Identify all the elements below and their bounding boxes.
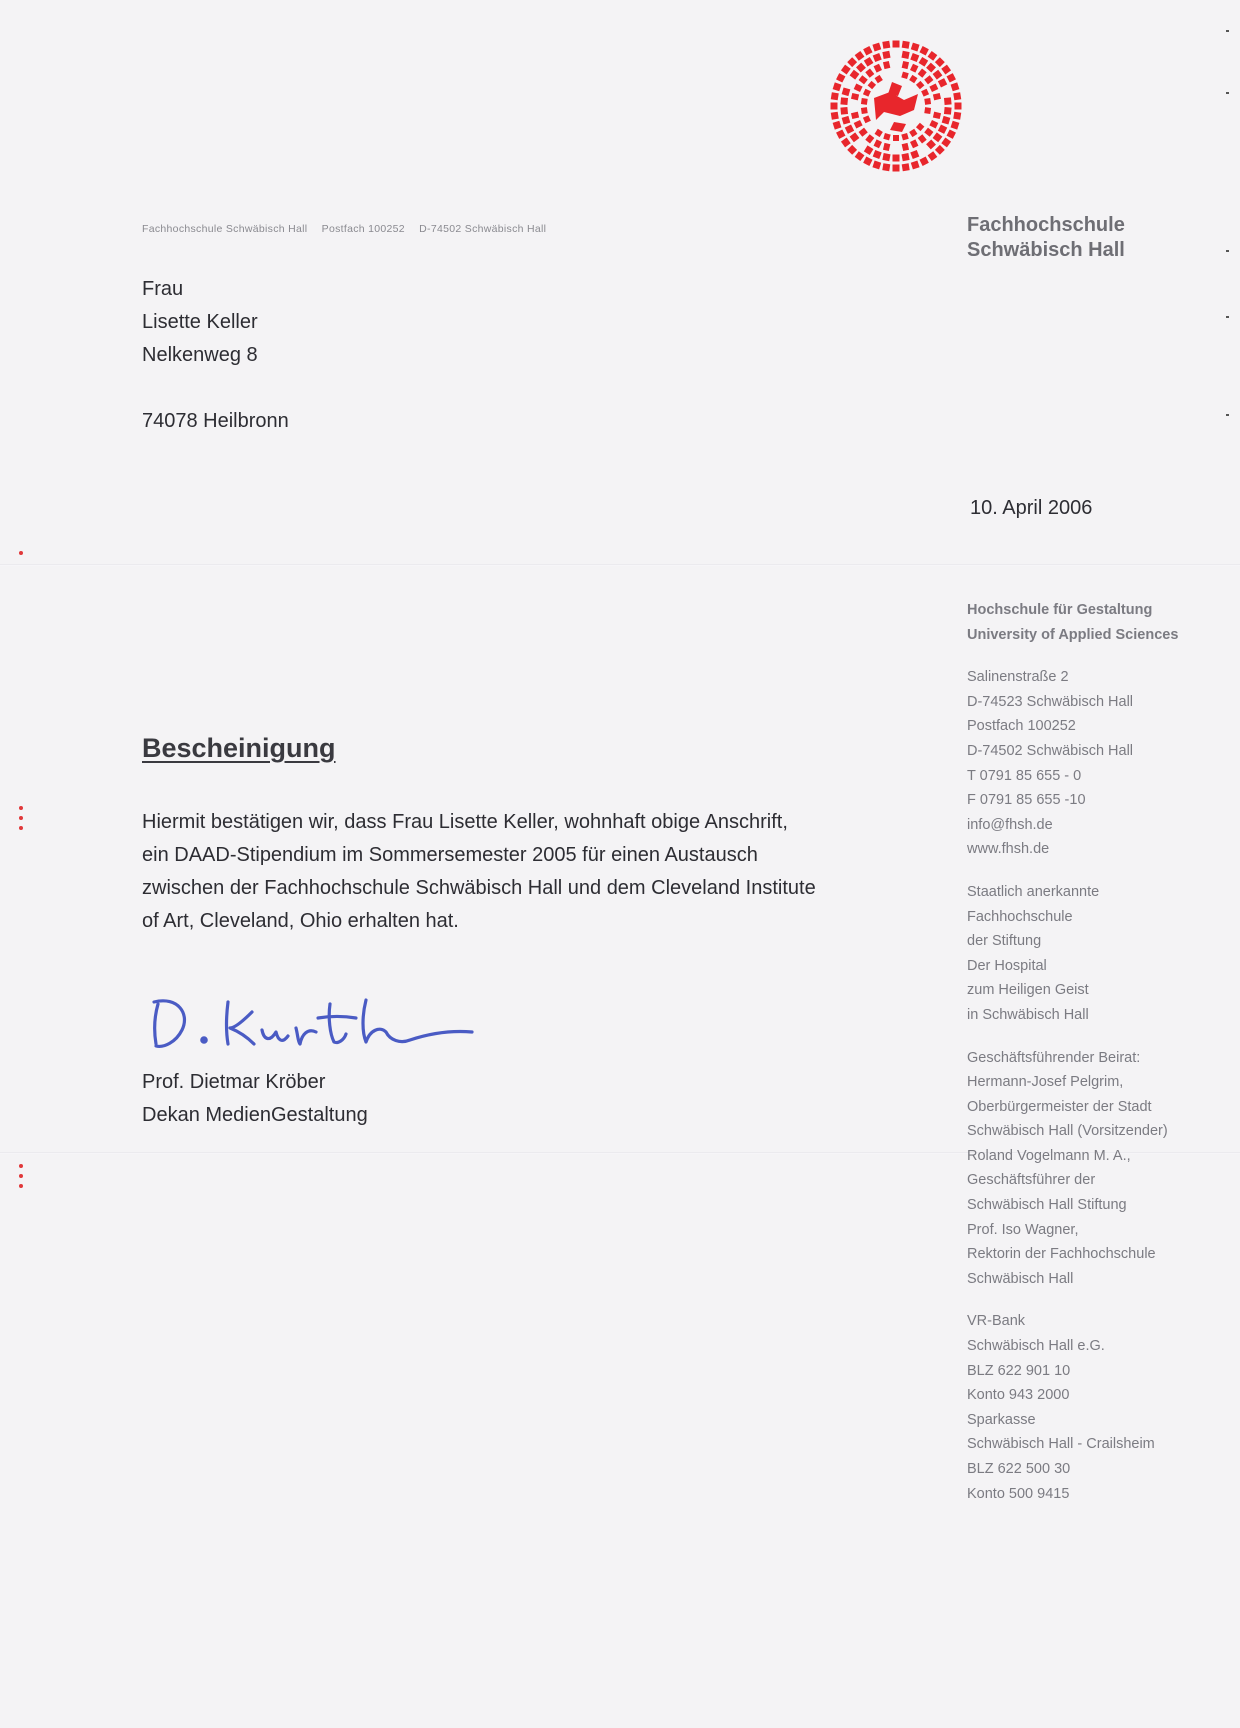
recipient-street: Nelkenweg 8 (142, 344, 258, 366)
circular-pixel-emblem-icon (826, 36, 966, 176)
sidebar-board-line: Geschäftsführer der (967, 1172, 1096, 1189)
sender-part2: Postfach 100252 (321, 223, 405, 235)
sidebar-bank-line: Sparkasse (967, 1411, 1036, 1428)
sidebar-board-line: Geschäftsführender Beirat: (967, 1049, 1141, 1066)
document-title: Bescheinigung (142, 733, 336, 763)
sidebar-bank-line: Konto 500 9415 (967, 1485, 1070, 1502)
sidebar-bank (967, 1309, 1217, 1506)
sidebar-school-line1: Hochschule für Gestaltung (967, 602, 1153, 618)
sidebar-board-line: Roland Vogelmann M. A., (967, 1147, 1131, 1164)
edge-tick (1226, 92, 1229, 94)
sidebar-contact-line: D-74502 Schwäbisch Hall (967, 742, 1134, 759)
edge-tick (1226, 30, 1229, 32)
sender-part3: D-74502 Schwäbisch Hall (419, 223, 547, 235)
sidebar-status (967, 880, 1217, 1028)
letterhead-sidebar (967, 598, 1217, 1524)
sidebar-board-line: Prof. Iso Wagner, (967, 1221, 1079, 1238)
sidebar-status-line: Staatlich anerkannte (967, 883, 1100, 900)
sidebar-board-line: Hermann-Josef Pelgrim, (967, 1074, 1124, 1091)
body-line: of Art, Cleveland, Ohio erhalten hat. (142, 910, 459, 932)
punch-mark-middle (19, 806, 23, 836)
sidebar-contact-line: info@fhsh.de (967, 816, 1053, 833)
body-line: ein DAAD-Stipendium im Sommersemester 2005 für einen Austausch (142, 844, 758, 866)
sidebar-status-line: der Stiftung (967, 933, 1042, 950)
sidebar-bank-line: BLZ 622 901 10 (967, 1362, 1071, 1379)
recipient-address (142, 273, 289, 438)
signer-name: Prof. Dietmar Kröber (142, 1071, 326, 1093)
edge-tick (1226, 414, 1229, 416)
sidebar-bank-line: BLZ 622 500 30 (967, 1461, 1071, 1477)
body-line: zwischen der Fachhochschule Schwäbisch Hall und dem Cleveland Institute (142, 877, 816, 899)
sidebar-status-line: in Schwäbisch Hall (967, 1006, 1089, 1023)
sidebar-school (967, 598, 1217, 647)
document-body (142, 806, 816, 938)
sidebar-contact-line: www.fhsh.de (967, 841, 1050, 858)
paper-fold-upper (0, 564, 1240, 566)
body-line: Hiermit bestätigen wir, dass Frau Lisette Keller, wohnhaft obige Anschrift, (142, 811, 788, 833)
handwritten-signature (148, 988, 478, 1058)
institution-name (967, 213, 1125, 263)
institution-name-line1: Fachhochschule (967, 214, 1125, 236)
sidebar-contact-line: T 0791 85 655 - 0 (967, 767, 1082, 784)
edge-tick (1226, 250, 1229, 252)
recipient-name: Lisette Keller (142, 311, 258, 333)
sidebar-school-line2: University of Applied Sciences (967, 626, 1179, 643)
sidebar-bank-line: Schwäbisch Hall e.G. (967, 1338, 1105, 1355)
letter-date: 10. April 2006 (970, 497, 1093, 519)
sidebar-contact-line: D-74523 Schwäbisch Hall (967, 693, 1134, 710)
sidebar-bank-line: Schwäbisch Hall - Crailsheim (967, 1436, 1155, 1453)
sidebar-board-line: Schwäbisch Hall Stiftung (967, 1197, 1127, 1214)
sidebar-bank-line: VR-Bank (967, 1313, 1026, 1330)
institution-name-line2: Schwäbisch Hall (967, 239, 1125, 261)
sidebar-board-line: Oberbürgermeister der Stadt (967, 1098, 1152, 1115)
sidebar-board-line: Schwäbisch Hall (967, 1270, 1074, 1287)
sidebar-board (967, 1046, 1217, 1292)
fold-mark-top (19, 551, 23, 561)
sidebar-contact (967, 665, 1217, 862)
sidebar-status-line: Der Hospital (967, 957, 1047, 974)
recipient-city: 74078 Heilbronn (142, 410, 289, 432)
sidebar-status-line: zum Heiligen Geist (967, 982, 1089, 999)
sender-part1: Fachhochschule Schwäbisch Hall (142, 223, 308, 235)
signer-block (142, 1066, 368, 1132)
sidebar-board-line: Rektorin der Fachhochschule (967, 1246, 1156, 1263)
sidebar-contact-line: Salinenstraße 2 (967, 669, 1069, 686)
edge-tick (1226, 316, 1229, 318)
sidebar-bank-line: Konto 943 2000 (967, 1387, 1070, 1404)
sidebar-status-line: Fachhochschule (967, 908, 1073, 925)
signer-role: Dekan MedienGestaltung (142, 1104, 368, 1126)
sender-return-address (142, 223, 557, 235)
punch-mark-bottom (19, 1164, 23, 1194)
sidebar-board-line: Schwäbisch Hall (Vorsitzender) (967, 1123, 1168, 1140)
sidebar-contact-line: F 0791 85 655 -10 (967, 792, 1086, 809)
recipient-salutation: Frau (142, 278, 184, 300)
sidebar-contact-line: Postfach 100252 (967, 718, 1076, 735)
